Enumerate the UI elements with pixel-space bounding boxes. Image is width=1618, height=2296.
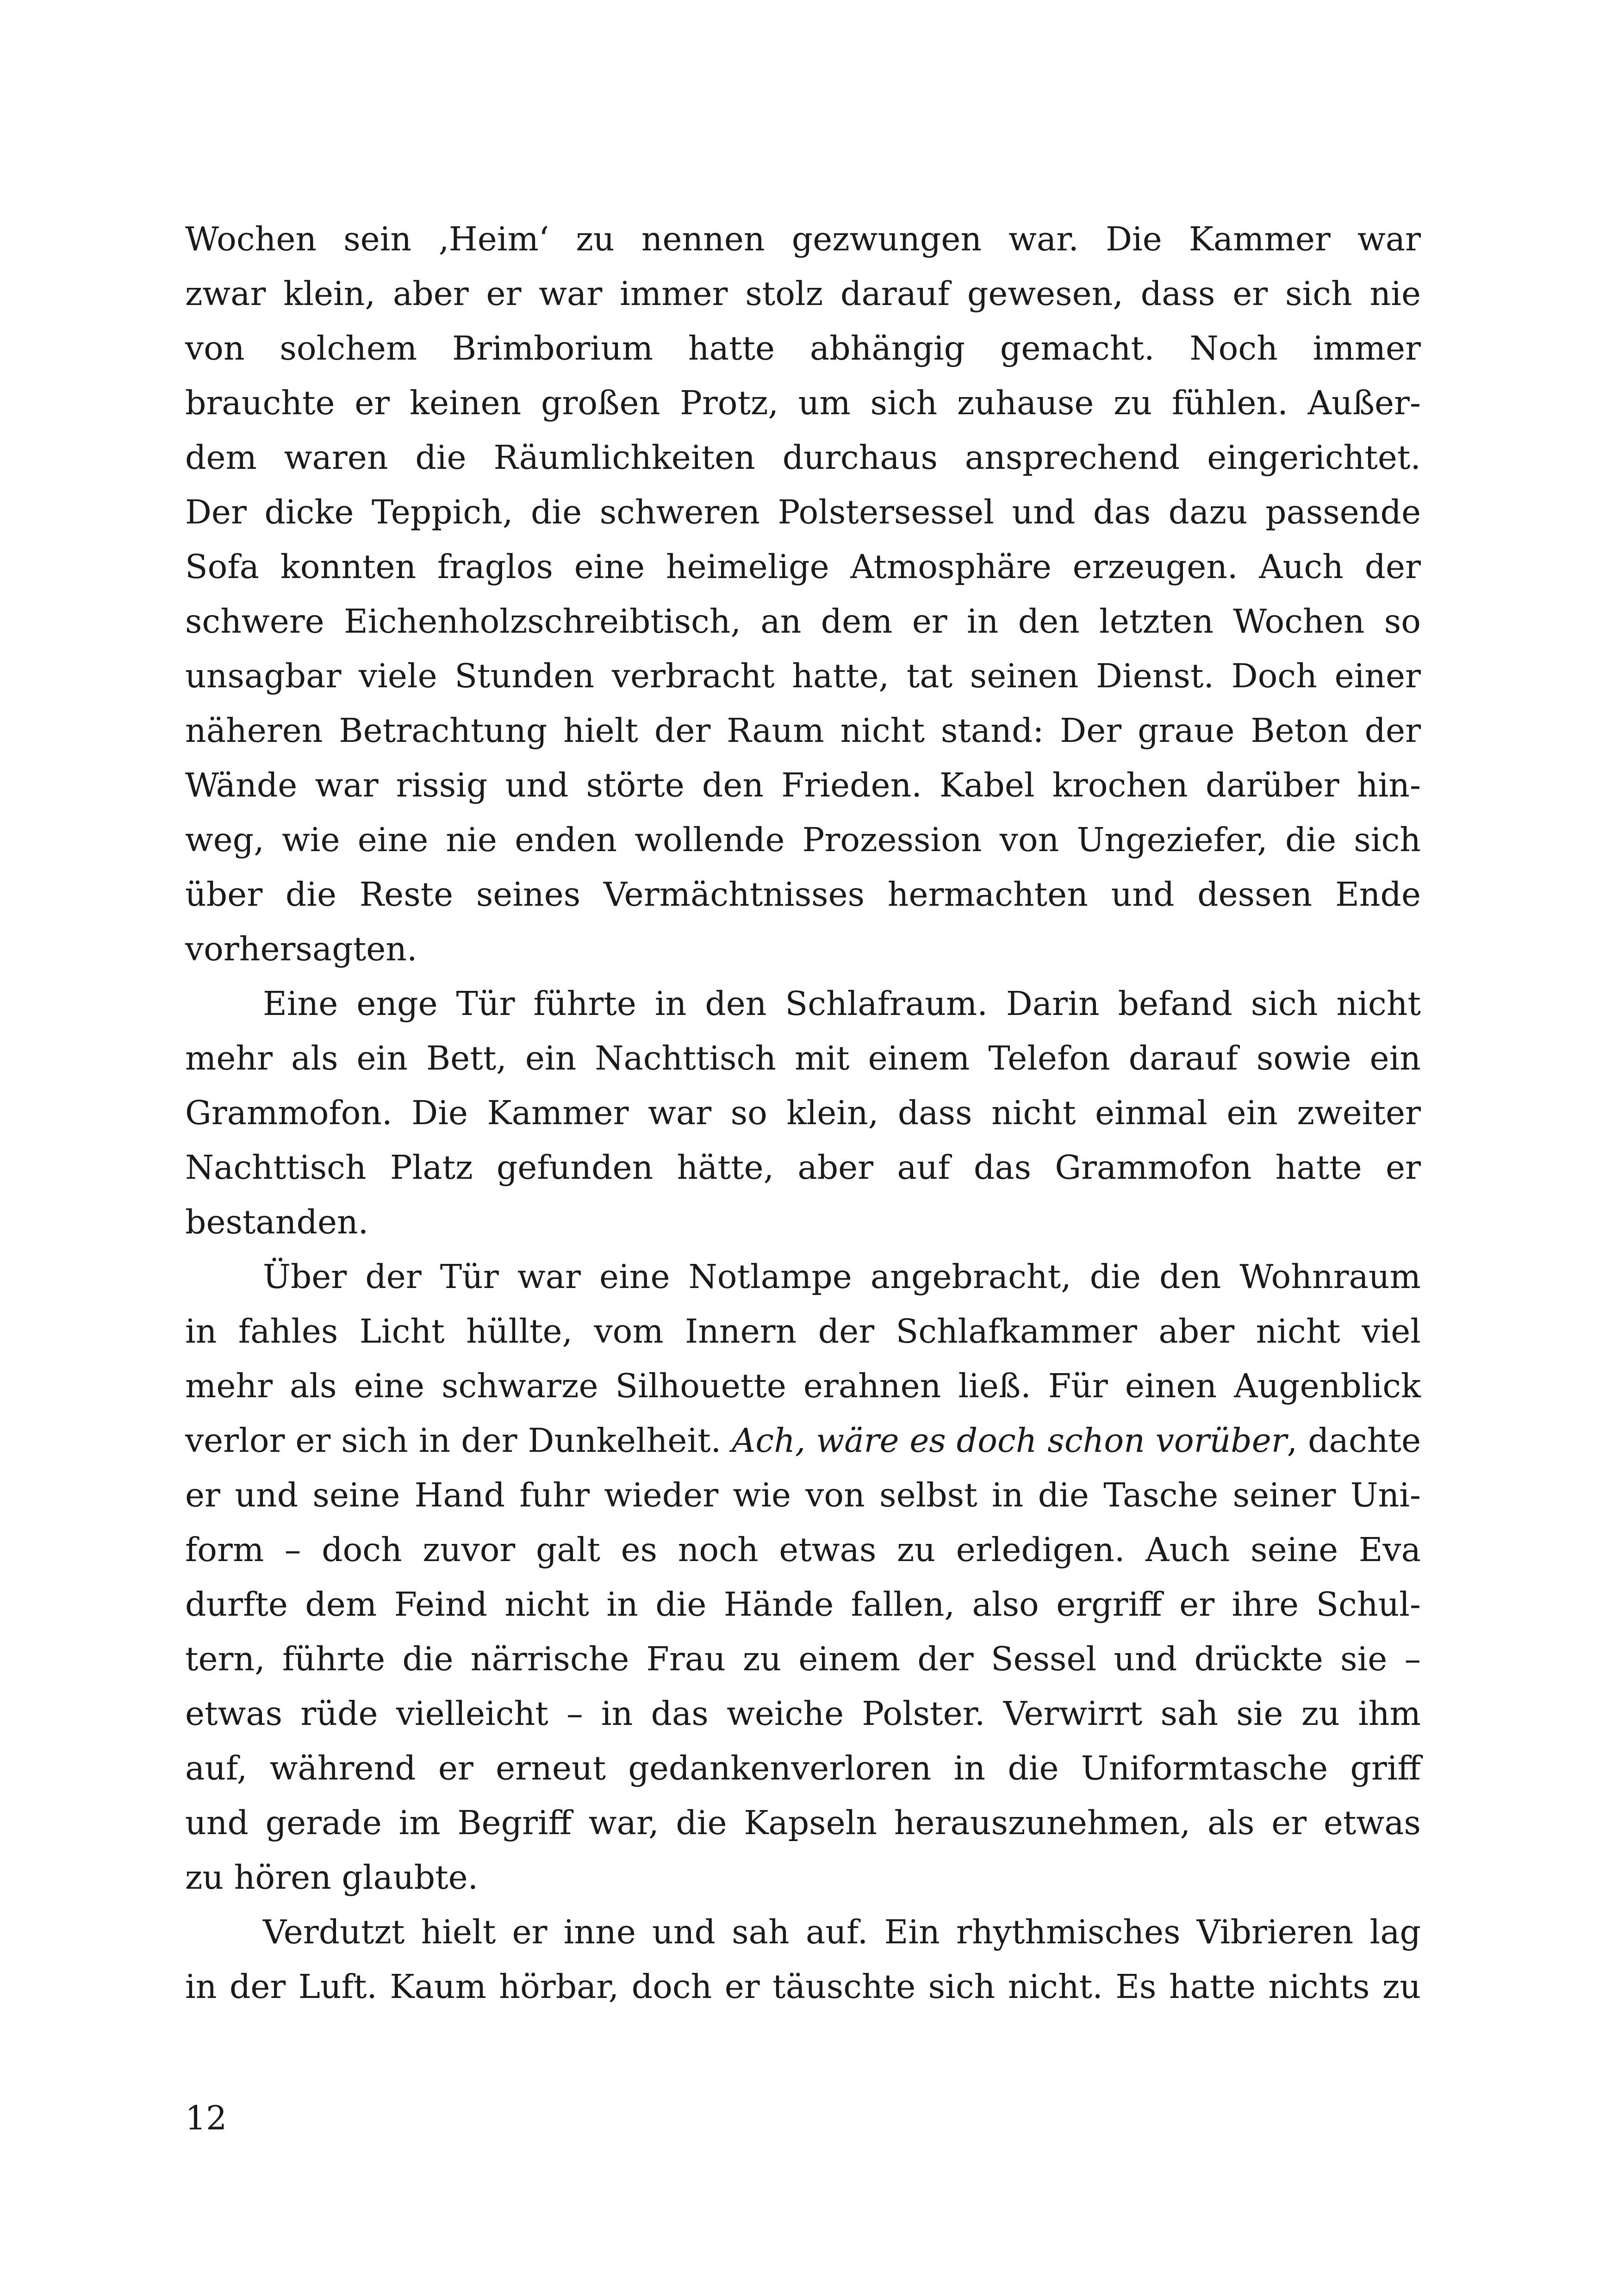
text-run: form – doch zuvor galt es noch etwas zu erledigen. Auch seine Eva <box>185 1531 1421 1569</box>
text-run: in fahles Licht hüllte, vom Innern der Schlafkammer aber nicht viel <box>185 1312 1421 1350</box>
text-line <box>185 977 1421 1031</box>
text-run: Eine enge Tür führte in den Schlafraum. Darin befand sich nicht <box>263 984 1421 1023</box>
page-number: 12 <box>185 2099 227 2137</box>
text-line <box>185 376 1421 430</box>
text-run: Sofa konnten fraglos eine heimelige Atmosphäre erzeugen. Auch der <box>185 548 1421 586</box>
text-run: Über der Tür war eine Notlampe angebracht, die den Wohnraum <box>263 1257 1421 1296</box>
text-run: brauchte er keinen großen Protz, um sich zuhause zu fühlen. Außer- <box>185 384 1421 422</box>
text-line <box>185 321 1421 376</box>
text-run: Grammofon. Die Kammer war so klein, dass nicht einmal ein zweiter <box>185 1094 1421 1132</box>
text-line <box>185 1031 1421 1086</box>
text-run: Verdutzt hielt er inne und sah auf. Ein rhythmisches Vibrieren lag <box>263 1913 1421 1951</box>
body-text <box>185 212 1421 2014</box>
text-run: in der Luft. Kaum hörbar, doch er täuschte sich nicht. Es hatte nichts zu <box>185 1967 1421 2006</box>
paragraph <box>185 1250 1421 1905</box>
text-line <box>185 540 1421 594</box>
text-line <box>185 594 1421 649</box>
paragraph <box>185 1905 1421 2014</box>
text-run: etwas rüde vielleicht – in das weiche Polster. Verwirrt sah sie zu ihm <box>185 1694 1421 1733</box>
text-run: Wände war rissig und störte den Frieden. Kabel krochen darüber hin- <box>185 766 1421 804</box>
text-run: schwere Eichenholzschreibtisch, an dem er in den letzten Wochen so <box>185 602 1421 641</box>
text-line <box>185 1796 1421 1850</box>
text-run: dem waren die Räumlichkeiten durchaus ansprechend eingerichtet. <box>185 438 1421 477</box>
text-run: näheren Betrachtung hielt der Raum nicht stand: Der graue Beton der <box>185 711 1421 750</box>
text-run: durfte dem Feind nicht in die Hände fallen, also ergriff er ihre Schul- <box>185 1585 1421 1624</box>
text-line <box>185 1850 1421 1905</box>
text-run: auf, während er erneut gedankenverloren in die Uniformtasche griff <box>185 1749 1421 1787</box>
text-line <box>185 1960 1421 2014</box>
text-line <box>185 1523 1421 1577</box>
text-line <box>185 212 1421 267</box>
text-run: Nachttisch Platz gefunden hätte, aber auf das Grammofon hatte er <box>185 1148 1421 1187</box>
text-line <box>185 867 1421 922</box>
text-line <box>185 1905 1421 1960</box>
text-line <box>185 1250 1421 1304</box>
text-line <box>185 649 1421 703</box>
text-line <box>185 1086 1421 1140</box>
text-run: Der dicke Teppich, die schweren Polstersessel und das dazu passende <box>185 493 1421 531</box>
paragraph <box>185 977 1421 1250</box>
text-run: von solchem Brimborium hatte abhängig gemacht. Noch immer <box>185 329 1421 367</box>
text-run: er und seine Hand fuhr wieder wie von selbst in die Tasche seiner Uni- <box>185 1476 1421 1514</box>
text-run: unsagbar viele Stunden verbracht hatte, tat seinen Dienst. Doch einer <box>185 657 1421 695</box>
text-line <box>185 1140 1421 1195</box>
text-line <box>185 758 1421 813</box>
text-run: mehr als eine schwarze Silhouette erahnen ließ. Für einen Augenblick <box>185 1367 1421 1405</box>
text-run: zu hören glaubte. <box>185 1858 479 1897</box>
text-line <box>185 1741 1421 1796</box>
text-line <box>185 1359 1421 1413</box>
text-line <box>185 267 1421 321</box>
text-run: und gerade im Begriff war, die Kapseln herauszunehmen, als er etwas <box>185 1804 1421 1842</box>
text-line <box>185 813 1421 867</box>
text-run: , dachte <box>1287 1421 1421 1460</box>
text-line <box>185 703 1421 758</box>
italic-text-run: Ach, wäre es doch schon vorüber <box>732 1421 1287 1460</box>
text-line <box>185 1304 1421 1359</box>
text-run: zwar klein, aber er war immer stolz darauf gewesen, dass er sich nie <box>185 274 1421 313</box>
text-line <box>185 430 1421 485</box>
text-run: weg, wie eine nie enden wollende Prozession von Ungeziefer, die sich <box>185 821 1421 859</box>
text-run: bestanden. <box>185 1203 369 1241</box>
text-line <box>185 1577 1421 1632</box>
text-run: mehr als ein Bett, ein Nachttisch mit einem Telefon darauf sowie ein <box>185 1039 1421 1077</box>
text-line <box>185 1195 1421 1250</box>
text-line <box>185 1413 1421 1468</box>
text-run: über die Reste seines Vermächtnisses hermachten und dessen Ende <box>185 875 1421 914</box>
text-run: Wochen sein ‚Heim‘ zu nennen gezwungen war. Die Kammer war <box>185 220 1421 258</box>
paragraph <box>185 212 1421 977</box>
text-run: vorhersagten. <box>185 930 417 968</box>
text-line <box>185 485 1421 540</box>
text-line <box>185 1468 1421 1523</box>
text-line <box>185 1632 1421 1686</box>
text-line <box>185 1686 1421 1741</box>
text-line <box>185 922 1421 977</box>
text-run: tern, führte die närrische Frau zu einem der Sessel und drückte sie – <box>185 1640 1421 1678</box>
text-run: verlor er sich in der Dunkelheit. <box>185 1421 732 1460</box>
